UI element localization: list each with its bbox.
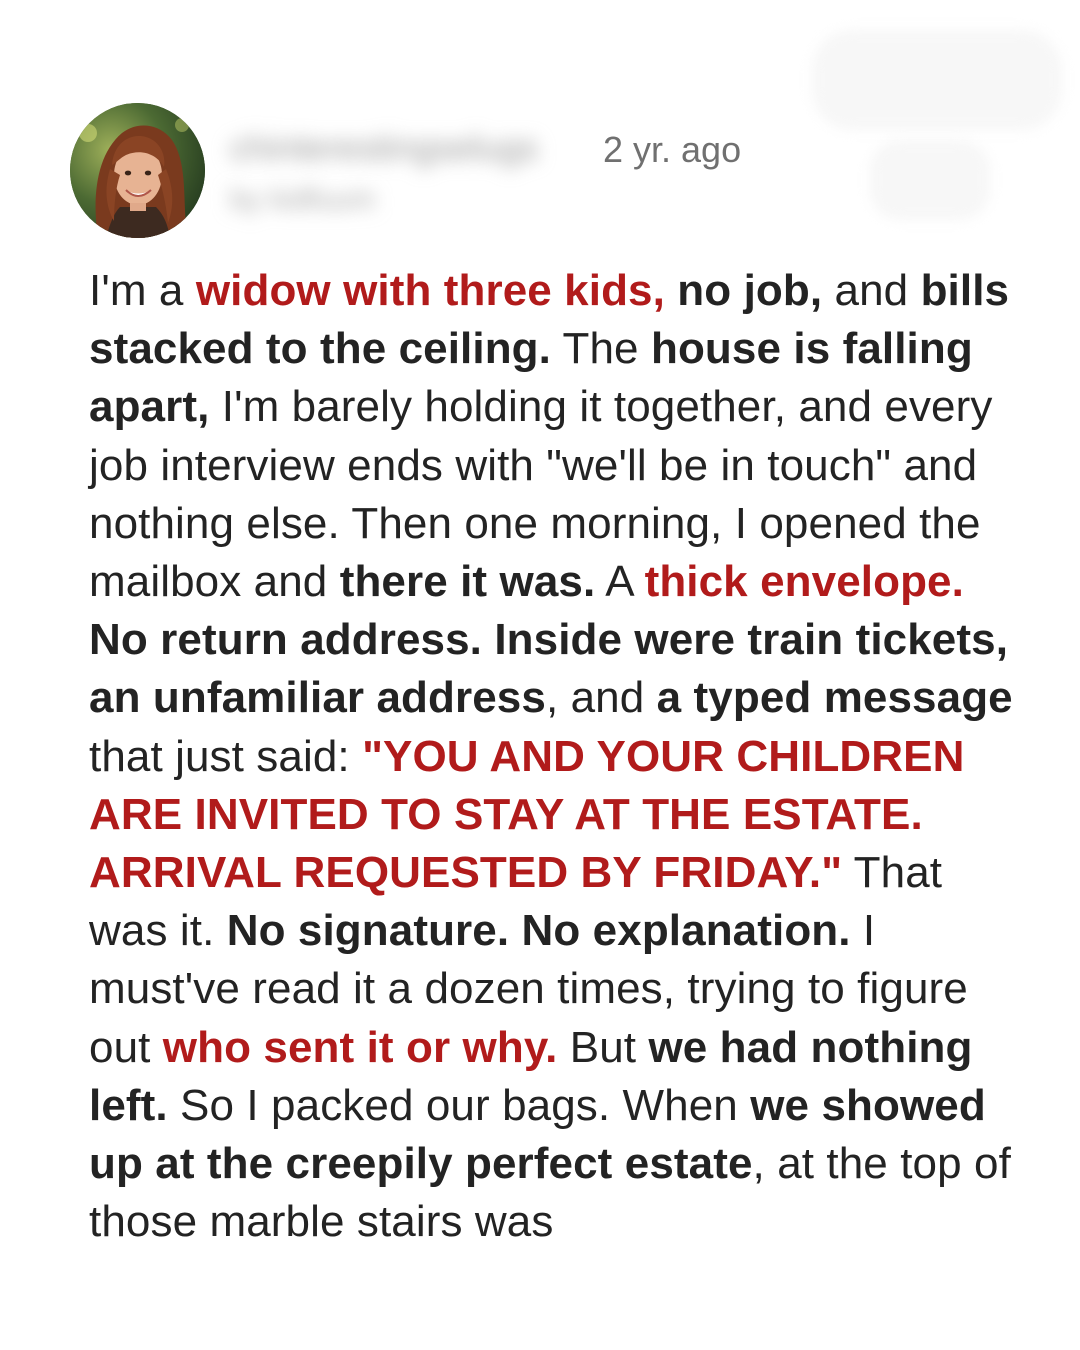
faded-background-shape bbox=[812, 30, 1062, 130]
body-text-segment: house is falling apart, bbox=[89, 324, 973, 432]
author-subtitle: by kidfuum bbox=[230, 183, 376, 216]
body-text-segment bbox=[665, 266, 677, 315]
body-text-segment: I'm barely holding it together, and every job interview ends with "we'll be in touch" and nothing else. Then one morning, I opened the mailbox and bbox=[89, 382, 993, 607]
post-header bbox=[70, 103, 810, 238]
body-text-segment: thick envelope. bbox=[644, 557, 964, 607]
post-timestamp: 2 yr. ago bbox=[603, 129, 742, 170]
body-text-segment: that just said: bbox=[89, 731, 363, 781]
woman-portrait-avatar-icon bbox=[70, 103, 205, 238]
body-text-segment: who sent it or why. bbox=[162, 1022, 558, 1072]
body-text-segment: That was it. bbox=[89, 848, 943, 956]
body-text-segment: widow with three kids, bbox=[195, 266, 665, 315]
author-username[interactable]: chinterestingselugs bbox=[230, 128, 539, 168]
body-text-segment: a typed message bbox=[656, 673, 1013, 723]
body-text-segment: No return address. Inside were train tickets, an unfamiliar address bbox=[89, 615, 1009, 723]
body-text-segment: I'm a bbox=[89, 266, 196, 315]
post-body bbox=[89, 262, 1019, 1251]
avatar[interactable] bbox=[70, 103, 205, 238]
body-text-segment: there it was. bbox=[339, 557, 596, 607]
body-text-segment: bills stacked to the ceiling. bbox=[89, 266, 1010, 374]
body-text-segment: The bbox=[550, 324, 651, 374]
body-text-segment: So I packed our bags. When bbox=[167, 1080, 751, 1130]
body-text-segment: But bbox=[557, 1022, 649, 1072]
body-text-segment: we showed up at the creepily perfect estate bbox=[89, 1080, 986, 1189]
body-text-segment: No signature. No explanation. bbox=[226, 906, 851, 956]
body-text-segment: , and bbox=[545, 673, 657, 723]
faded-background-shape bbox=[870, 140, 990, 220]
body-text-segment: we had nothing left. bbox=[89, 1022, 973, 1130]
body-text-segment: I must've read it a dozen times, trying to figure out bbox=[89, 906, 968, 1072]
body-text-segment: A bbox=[595, 557, 645, 607]
body-text-segment: no job, bbox=[677, 266, 823, 315]
body-text-segment: "YOU AND YOUR CHILDREN ARE INVITED TO STAY AT THE ESTATE. ARRIVAL REQUESTED BY FRIDAY." bbox=[89, 731, 965, 898]
body-text-segment: and bbox=[822, 266, 921, 315]
body-text-segment: , at the top of those marble stairs was bbox=[89, 1139, 1011, 1247]
